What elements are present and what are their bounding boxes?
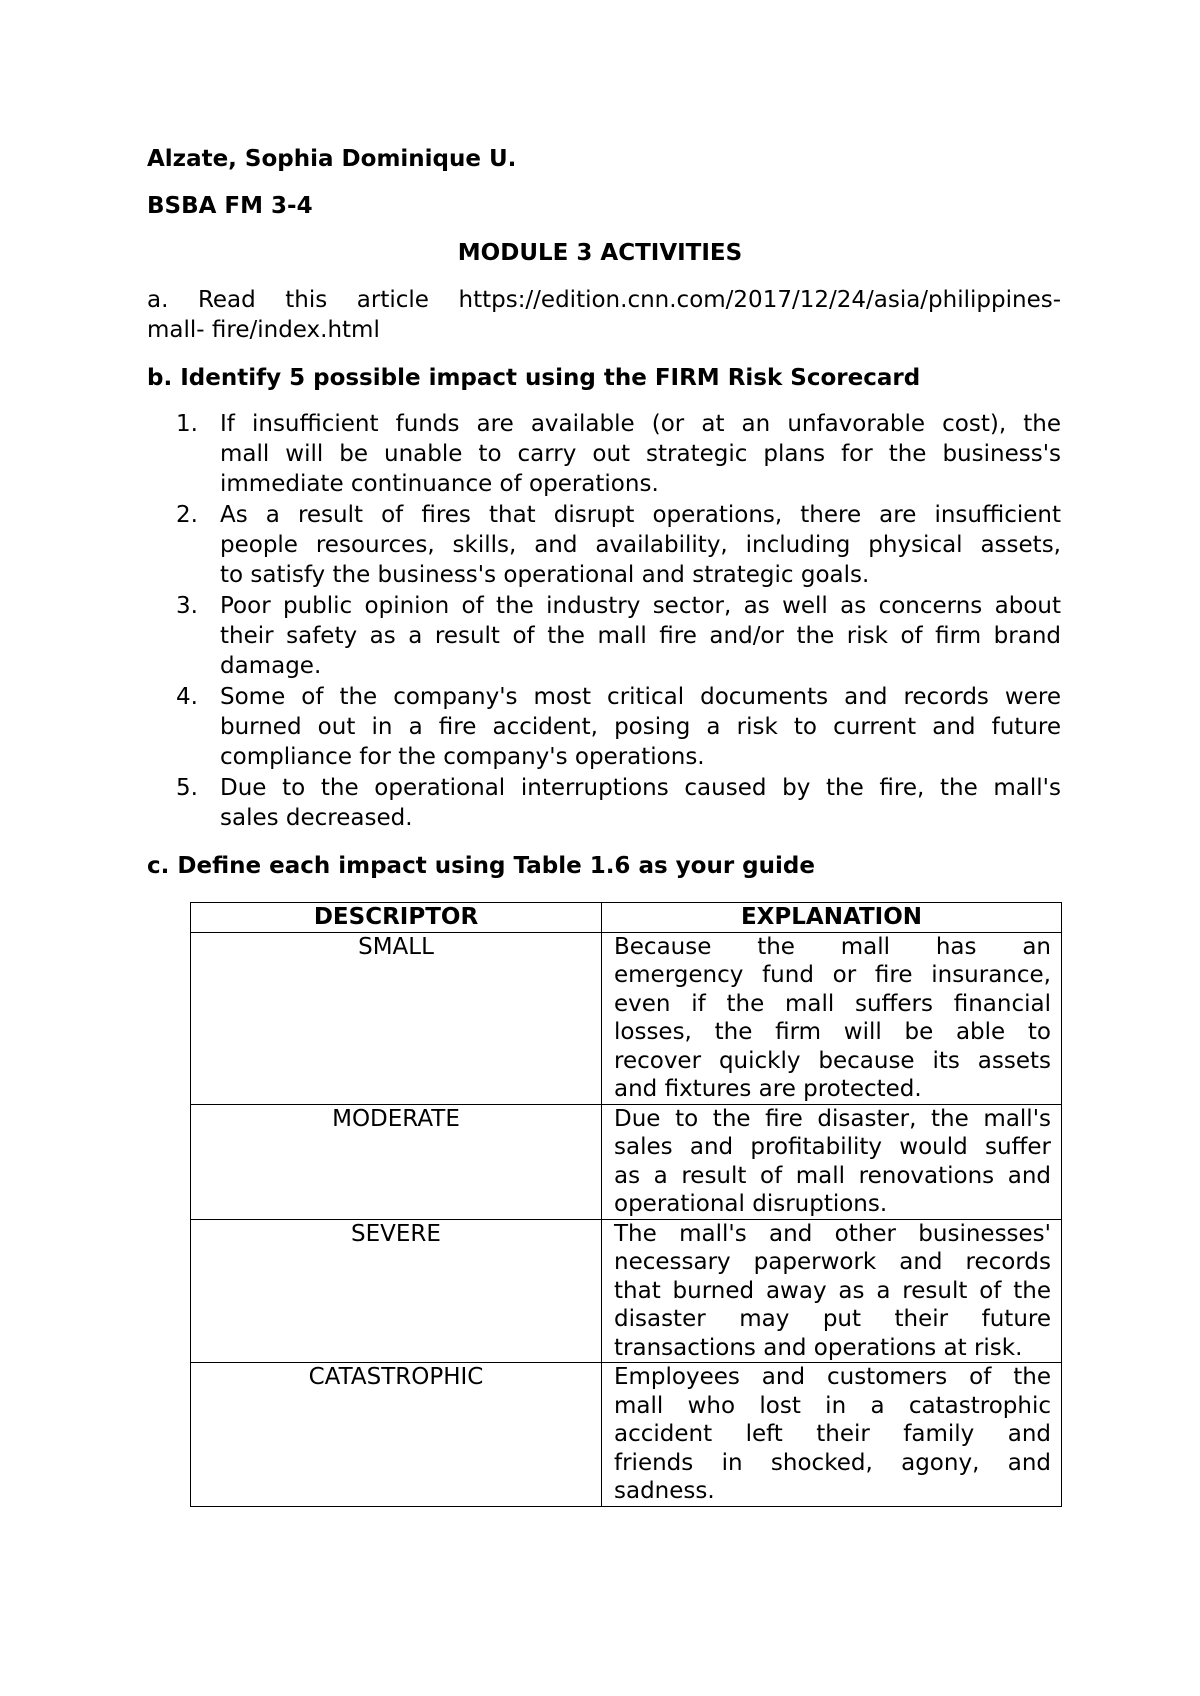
explanation-line: emergency fund or fire insurance, [614,962,1051,988]
explanation-line: friends in shocked, agony, and [614,1449,1051,1476]
header-descriptor: DESCRIPTOR [191,903,602,933]
list-item-number: 5. [176,775,198,801]
explanation-line: sadness. [614,1478,715,1504]
list-item-line: damage. [220,653,322,679]
descriptor-cell: CATASTROPHIC [191,1363,602,1507]
explanation-line: even if the mall suffers financial [614,990,1051,1017]
explanation-line: transactions and operations at risk. [614,1334,1023,1361]
list-item-line: Poor public opinion of the industry sector, as well as concerns about [220,593,1061,619]
explanation-line: recover quickly because its assets [614,1047,1051,1074]
explanation-line: that burned away as a result of the [614,1277,1051,1304]
explanation-cell [602,932,1062,1104]
course-section: BSBA FM 3-4 [147,193,313,219]
explanation-line: necessary paperwork and records [614,1249,1051,1275]
explanation-cell [602,1363,1062,1507]
explanation-line: operational disruptions. [614,1191,888,1217]
explanation-line: The mall's and other businesses' [614,1220,1051,1247]
explanation-line: Because the mall has an [614,933,1051,960]
part-c-heading: c. Define each impact using Table 1.6 as your guide [147,853,815,879]
list-item-number: 4. [176,684,198,710]
table-row [191,1104,1062,1219]
list-item-number: 3. [176,593,198,619]
explanation-line: and fixtures are protected. [614,1076,922,1102]
list-item-number: 2. [176,502,198,528]
student-name: Alzate, Sophia Dominique U. [147,146,517,172]
explanation-cell [602,1219,1062,1363]
explanation-line: accident left their family and [614,1421,1051,1447]
table-row [191,932,1062,1104]
explanation-cell [602,1104,1062,1219]
explanation-line: losses, the firm will be able to [614,1019,1051,1045]
part-b-heading: b. Identify 5 possible impact using the FIRM Risk Scorecard [147,365,921,391]
list-item-line: Some of the company's most critical documents and records were [220,684,1061,710]
list-item-line: burned out in a fire accident, posing a risk to current and future [220,714,1061,740]
table-row [191,1219,1062,1363]
part-a-line-1: a. Read this article https://edition.cnn.com/2017/12/24/asia/philippines- [147,287,1061,313]
header-explanation: EXPLANATION [602,903,1062,933]
list-item-line: sales decreased. [220,805,413,831]
impact-table [190,902,1062,1507]
part-a-line-2: mall- fire/index.html [147,317,380,343]
explanation-line: Employees and customers of the [614,1364,1051,1390]
explanation-line: disaster may put their future [614,1306,1051,1332]
list-item-line: If insufficient funds are available (or at an unfavorable cost), the [220,411,1061,437]
list-item-line: to satisfy the business's operational and strategic goals. [220,562,870,588]
list-item-line: compliance for the company's operations. [220,744,705,770]
list-item-line: immediate continuance of operations. [220,471,659,497]
table-header-row [191,903,1062,933]
table-row [191,1363,1062,1507]
descriptor-cell: MODERATE [191,1104,602,1219]
list-item-number: 1. [176,411,198,437]
explanation-line: mall who lost in a catastrophic [614,1392,1051,1419]
descriptor-cell: SMALL [191,932,602,1104]
list-item-line: As a result of fires that disrupt operations, there are insufficient [220,502,1061,528]
list-item-line: mall will be unable to carry out strategic plans for the business's [220,441,1061,467]
list-item-line: people resources, skills, and availability, including physical assets, [220,532,1061,558]
list-item-line: their safety as a result of the mall fire and/or the risk of firm brand [220,623,1061,649]
explanation-line: as a result of mall renovations and [614,1162,1051,1189]
page-title: MODULE 3 ACTIVITIES [457,240,743,266]
list-item-line: Due to the operational interruptions caused by the fire, the mall's [220,775,1061,801]
explanation-line: Due to the fire disaster, the mall's [614,1105,1051,1132]
explanation-line: sales and profitability would suffer [614,1134,1051,1160]
descriptor-cell: SEVERE [191,1219,602,1363]
